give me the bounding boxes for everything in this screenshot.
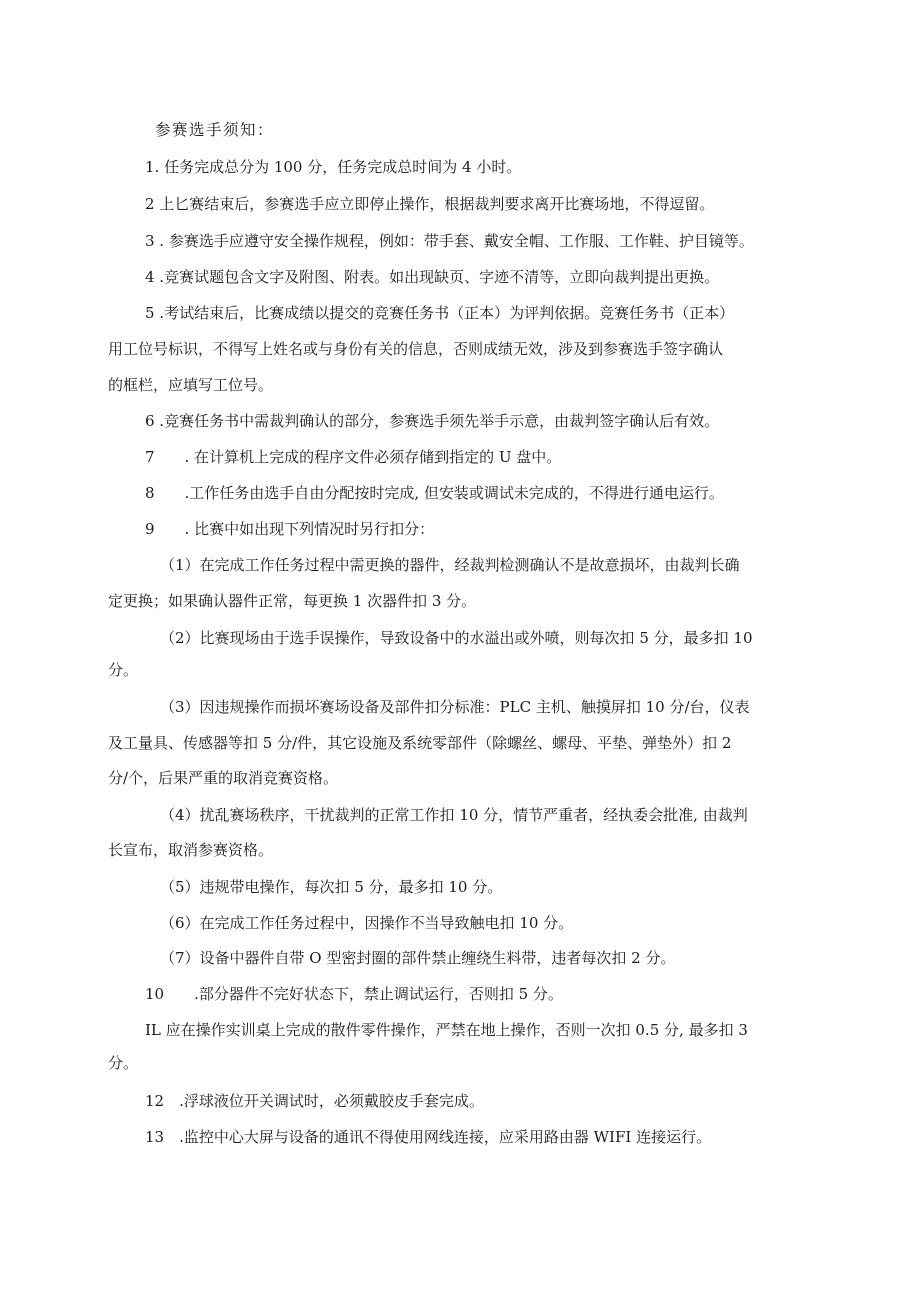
- rule-5-line-2: 用工位号标识，不得写上姓名或与身份有关的信息，否则成绩无效，涉及到参赛选手签字确认: [108, 340, 724, 358]
- subrule-3-line-1: （3）因违规操作而损坏赛场设备及部件扣分标准：PLC 主机、触摸屏扣 10 分/台，仪表: [160, 698, 750, 716]
- subrule-6: （6）在完成工作任务过程中，因操作不当导致触电扣 10 分。: [160, 914, 574, 932]
- rule-5-line-1: 5 .考试结束后，比赛成绩以提交的竞赛任务书（正本）为评判依据。竞赛任务书（正本）: [145, 304, 735, 322]
- subrule-5: （5）违规带电操作，每次扣 5 分，最多扣 10 分。: [160, 878, 503, 896]
- subrule-2-line-1: （2）比赛现场由于选手误操作，导致设备中的水溢出或外喷，则每次扣 5 分，最多扣 10: [160, 629, 753, 647]
- rule-7: 7 . 在计算机上完成的程序文件必须存储到指定的 U 盘中。: [145, 448, 562, 466]
- rule-8: 8 .工作任务由选手自由分配按时完成, 但安装或调试未完成的，不得进行通电运行。: [145, 484, 724, 502]
- subrule-1-line-1: （1）在完成工作任务过程中需更换的器件，经裁判检测确认不是故意损坏，由裁判长确: [160, 556, 740, 574]
- rule-13: 13 .监控中心大屏与设备的通讯不得使用网线连接，应采用路由器 WIFI 连接运行。: [145, 1128, 712, 1146]
- rule-11-line-1: IL 应在操作实训桌上完成的散件零件操作，严禁在地上操作，否则一次扣 0.5 分, 最多扣 3: [145, 1021, 748, 1039]
- rule-10: 10 .部分器件不完好状态下，禁止调试运行，否则扣 5 分。: [145, 985, 563, 1003]
- subrule-4-line-1: （4）扰乱赛场秩序，干扰裁判的正常工作扣 10 分，情节严重者，经执委会批准, 由裁判: [160, 806, 748, 824]
- page-title: 参赛选手须知：: [155, 121, 275, 139]
- subrule-1-line-2: 定更换；如果确认器件正常，每更换 1 次器件扣 3 分。: [108, 592, 477, 610]
- rule-2: 2 上匕赛结束后，参赛选手应立即停止操作，根据裁判要求离开比赛场地，不得逗留。: [145, 195, 715, 213]
- rule-9: 9 . 比赛中如出现下列情况时另行扣分：: [145, 520, 435, 538]
- rule-12: 12 .浮球液位开关调试时，必须戴胶皮手套完成。: [145, 1092, 484, 1110]
- subrule-3-line-2: 及工量具、传感器等扣 5 分/件，其它设施及系统零部件（除螺丝、螺母、平垫、弹垫外）扣 2: [108, 734, 732, 752]
- rule-11-line-2: 分。: [108, 1054, 139, 1072]
- rule-1: 1. 任务完成总分为 100 分，任务完成总时间为 4 小时。: [145, 158, 522, 176]
- rule-6: 6 .竞赛任务书中需裁判确认的部分，参赛选手须先举手示意，由裁判签字确认后有效。: [145, 412, 720, 430]
- rule-3: 3 . 参赛选手应遵守安全操作规程，例如：带手套、戴安全帽、工作服、工作鞋、护目镜等。: [145, 232, 754, 250]
- subrule-4-line-2: 长宣布，取消参赛资格。: [108, 841, 274, 859]
- subrule-7: （7）设备中器件自带 O 型密封圈的部件禁止缠绕生料带，违者每次扣 2 分。: [160, 949, 676, 967]
- subrule-3-line-3: 分/个，后果严重的取消竞赛资格。: [108, 769, 339, 787]
- subrule-2-line-2: 分。: [108, 661, 139, 679]
- rule-4: 4 .竞赛试题包含文字及附图、附表。如出现缺页、字迹不清等，立即向裁判提出更换。: [145, 268, 720, 286]
- rule-5-line-3: 的框栏，应填写工位号。: [108, 376, 274, 394]
